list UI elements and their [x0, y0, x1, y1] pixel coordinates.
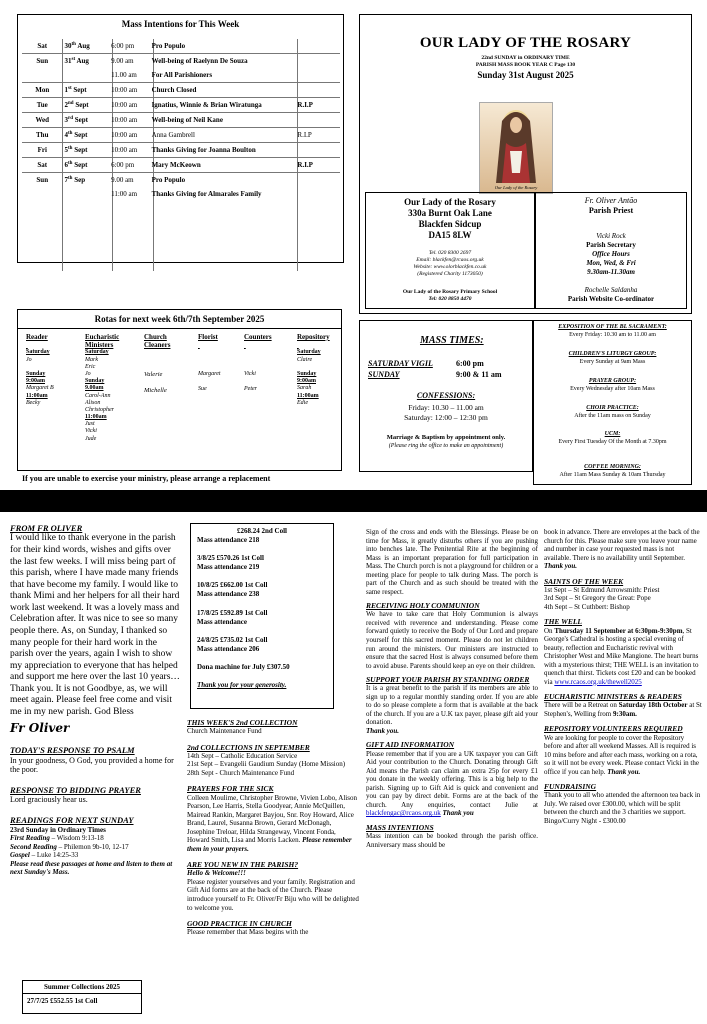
- mass-attendance: Mass attendance 238: [197, 590, 260, 599]
- eucharistic-ministers-heading: EUCHARISTIC MINISTERS & READERS: [544, 692, 682, 702]
- school-name: Our Lady of the Rosary Primary School: [402, 289, 498, 295]
- rota-header: Church: [144, 333, 167, 341]
- good-practice-heading: GOOD PRACTICE IN CHURCH: [187, 919, 292, 929]
- our-lady-image: [479, 102, 553, 194]
- mass-time: 6:00 pm: [111, 42, 135, 50]
- rota-entry: Jo: [26, 356, 32, 363]
- mass-date: 3rd Sept: [63, 113, 110, 128]
- exposition-heading: EXPOSITION OF THE BL SACRAMENT:: [558, 324, 667, 330]
- mass-time: 11.00 am: [111, 71, 137, 80]
- signature: Fr Oliver: [10, 720, 70, 735]
- parish-name: Our Lady of the Rosary: [404, 197, 496, 207]
- mass-intention-row: [22, 98, 340, 113]
- gospel-reading: Gospel – Luke 14:25-33: [10, 851, 79, 860]
- rota-entry: Jude: [85, 435, 97, 442]
- rotas-title: Rotas for next week 6th/7th September 2025: [94, 314, 265, 324]
- mass-day: Sat: [22, 158, 63, 173]
- september-collection-3: 28th Sept - Church Maintenance Fund: [187, 768, 295, 777]
- dona-machine: Dona machine for July £307.50: [197, 662, 290, 671]
- mass-book-page: PARISH MASS BOOK YEAR C Page 130: [475, 62, 576, 68]
- mass-attendance: Mass attendance 206: [197, 644, 260, 653]
- collection-line: 17/8/25 £592.89 1st Coll: [197, 608, 268, 617]
- mass-intentions-heading: MASS INTENTIONS: [366, 822, 434, 832]
- mass-intentions-text: Mass intention can be booked through the parish office. Anniversary mass should be: [366, 831, 538, 849]
- mass-intention-row: [22, 83, 340, 98]
- mass-time: 10:00 am: [109, 128, 150, 143]
- mass-intention-row: [22, 68, 340, 83]
- gift-aid-heading: GIFT AID INFORMATION: [366, 740, 455, 750]
- the-well-link[interactable]: www.rcaos.org.uk/thewell2025: [554, 677, 642, 686]
- mass-times-title: MASS TIMES:: [420, 335, 484, 346]
- mass-day: Wed: [22, 113, 63, 128]
- marriage-baptism: Marriage & Baptism by appointment only.: [386, 434, 506, 441]
- readings-note: Please read these passages at home and listen to them at next Sunday's Mass.: [10, 859, 173, 877]
- new-in-parish-text: Please register yourselves and your family. Registration and Gift Aid forms are at the back of the Church. Please introduce yourself to Fr. Oliver/Fr Biju who will be delighted to welcome you.: [187, 877, 359, 912]
- mass-intentions-table: [22, 39, 340, 202]
- rota-entry: Sue: [198, 385, 207, 392]
- rota-list: [198, 367, 240, 396]
- rota-list: [26, 349, 78, 407]
- mass-intention-row: [22, 173, 340, 188]
- rota-church-cleaners: [144, 334, 192, 399]
- secretary-role: Parish Secretary: [586, 241, 636, 249]
- september-collection-1: 14th Sept – Catholic Education Service: [187, 751, 298, 760]
- rota-entry: Margaret: [198, 371, 221, 378]
- mass-intention: Anna Gambrell: [150, 128, 296, 143]
- collection-line: £268.24 2nd Coll: [237, 527, 287, 535]
- mass-intention-row: [22, 187, 340, 201]
- standing-order-text: It is a great benefit to the parish if its members are able to sign up to a regular monthly standing order. If you are able to do so please complete a form that is available at the back of the church. If you are a U.K tax payer, please gift aid your donation.: [366, 684, 538, 727]
- saints-heading: SAINTS OF THE WEEK: [544, 576, 624, 586]
- rota-entry: Sunday: [26, 370, 46, 377]
- rota-header: Repository: [297, 333, 330, 341]
- saint-3: 4th Sept – St Cuthbert: Bishop: [544, 602, 630, 611]
- postcode: DA15 8LW: [428, 230, 472, 240]
- rota-header: Counters: [244, 333, 272, 341]
- mass-attendance: Mass attendance 218: [197, 536, 260, 545]
- website: Website: www.olorblackfen.co.uk: [413, 264, 487, 270]
- rota-entry: Vicki: [244, 371, 256, 378]
- rota-header: Florist: [198, 333, 218, 341]
- mass-intention: Pro Populo: [150, 173, 296, 188]
- good-practice-continued: Sign of the cross and ends with the Blessings. Please be on time for Mass, it greatly disturbs others if you are pushing into benches late. The Penitential Rite at the beginning of Mass is an important preparation for full participation in Mass. The Church porch is not a playground for children or a meeting place for people to talk during Mass. The porch is part of the Church and as such should be treated with the same respect.: [366, 528, 538, 596]
- mass-time: 11:00 am: [111, 190, 138, 199]
- readings-heading: READINGS FOR NEXT SUNDAY: [10, 815, 134, 826]
- vigil-time: 6:00 pm: [456, 359, 484, 368]
- mass-date: 4th Sept: [63, 128, 110, 143]
- mass-note: [295, 68, 340, 83]
- rota-entry: Claire: [297, 356, 313, 363]
- rota-counters: [244, 334, 292, 396]
- mass-note: [295, 187, 340, 201]
- sunday-label: SUNDAY: [368, 370, 400, 379]
- charity-number: (Registered Charity 1173050): [417, 271, 483, 277]
- mass-intention: Ignatius, Winnie & Brian Wiratunga: [150, 98, 296, 113]
- mass-time: 9.00 am: [109, 173, 150, 188]
- confessions-friday: Friday: 10.30 – 11.00 am: [408, 403, 484, 412]
- mass-day: Thu: [22, 128, 63, 143]
- rota-entry: Vicki: [85, 428, 97, 435]
- rota-entry: Peter: [244, 385, 257, 392]
- image-caption: Our Lady of the Rosary: [494, 185, 538, 190]
- september-collection-2: 21st Sept – Evangelii Gaudium Sunday (Home Mission): [187, 760, 346, 769]
- mass-note: [295, 173, 340, 188]
- mass-intention: Thanks Giving for Almarales Family: [151, 190, 262, 199]
- parish-contact-panel: [365, 192, 535, 309]
- generosity-thanks: Thank you for your generosity.: [197, 681, 287, 690]
- rota-entry: Becky: [26, 399, 41, 406]
- prayers-sick-heading: PRAYERS FOR THE SICK: [187, 784, 274, 794]
- mass-attendance: Mass attendance 219: [197, 563, 260, 572]
- summer-collections-box: [22, 980, 142, 1014]
- second-reading: Second Reading – Philemon 9b-10, 12-17: [10, 842, 129, 851]
- rota-header: Reader: [26, 333, 48, 341]
- mass-intention: For All Parishioners: [151, 71, 213, 80]
- new-in-parish-heading: ARE YOU NEW IN THE PARISH?: [187, 860, 299, 870]
- rota-entry: Saturday: [26, 349, 50, 356]
- rota-entry: Mark: [85, 356, 98, 363]
- collection-rows: [197, 554, 327, 654]
- mass-date: 6th Sept: [63, 158, 110, 173]
- collection-line: 10/8/25 £662.00 1st Coll: [197, 581, 268, 590]
- repository-volunteers-heading: REPOSITORY VOLUNTEERS REQUIRED: [544, 724, 683, 734]
- school-telephone: Tel: 020 8850 4470: [428, 296, 472, 302]
- sunday-time: 9:00 & 11 am: [456, 370, 502, 379]
- rotas-footer: If you are unable to exercise your ministry, please arrange a replacement: [22, 474, 271, 483]
- rota-entry: Carol-Ann: [85, 392, 111, 399]
- rota-florist: [198, 334, 240, 396]
- ring-office-note: (Please ring the office to make an appointment): [388, 443, 504, 449]
- email: Email: blackfen@rcaos.org.uk: [416, 257, 484, 263]
- mass-note: [295, 83, 340, 98]
- rota-entry: Jo: [85, 370, 91, 377]
- mass-time: 10:00 am: [109, 83, 150, 98]
- mass-intention: Church Closed: [150, 83, 296, 98]
- collections-box: [190, 523, 334, 709]
- rota-entry: Saturday: [297, 349, 321, 356]
- fundraising-heading: FUNDRAISING: [544, 782, 597, 792]
- rota-entry: Sarah: [297, 385, 312, 392]
- mass-time: 10:00 am: [109, 98, 150, 113]
- mass-day: Sun: [22, 173, 63, 188]
- rota-entry: 11:00am: [26, 392, 48, 399]
- the-well-text: On Thursday 11 September at 6:30pm-9:30pm, St George's Cathedral is hosting a special evening of beauty, reflection and Eucharistic revival with Christopher West and Mike Mangione. The heart burns with a mysterious thirst; THE WELL is an invitation to quench that thirst. Tickets cost £20 and can be booked via www.rcaos.org.uk/thewell2025: [544, 626, 699, 686]
- mass-intention: Thanks Giving for Joanna Boulton: [150, 143, 296, 158]
- column-3: [366, 528, 538, 849]
- rota-entry: 11:00am: [85, 414, 107, 421]
- web-coordinator-role: Parish Website Co-ordinator: [567, 295, 655, 303]
- september-collections-heading: 2nd COLLECTIONS IN SEPTEMBER: [187, 742, 310, 752]
- mass-date: 7th Sep: [63, 173, 110, 188]
- standing-order-thanks: Thank you.: [366, 726, 400, 735]
- the-well-heading: THE WELL: [544, 617, 582, 627]
- retreat-text: There will be a Retreat on Saturday 18th October at St Stephen's, Welling from 9:30am.: [544, 701, 702, 718]
- web-coordinator-name: Rochelle Saldanha: [584, 286, 638, 294]
- prayers-sick-text: Colleen Moulime, Christopher Browne, Vivien Lobo, Alison Pearson, Lee Harris, Stella Goodyear, Annie McQuillen, Mairead Rankin, Margaret Bayjou, Snr. Roy Howard, Alice Brand, Laurel, Susanna Brown, Gerard McDonagh, Josephine Treloar, Hilda Strangeway, Vincent Fonda, Howard Smith, Lisa and Morris Lacken. Please remember them in your prayers.: [187, 793, 357, 853]
- mass-date: 30th Aug: [64, 42, 90, 50]
- section-divider-band: [0, 490, 707, 512]
- mass-note: [295, 143, 340, 158]
- gift-aid-text: Please remember that if you are a UK taxpayer you can Gift Aid your contribution to the Church. Donating through Gift Aid means the Parish can claim an extra 25p for every £1 you donate in the weekly offering. This is a big help to the parish. Signing up to Gift Aid is quick and convenient and you can pay by direct debit. Forms are at the back of the church. Any enquiries, contact Julie at blackfengac@rcaos.org.uk Thank you: [366, 749, 538, 818]
- priest-role: Parish Priest: [588, 206, 634, 215]
- rota-header: Ministers: [85, 340, 114, 349]
- mass-date: [63, 187, 110, 201]
- rota-entry: [26, 364, 78, 371]
- rota-entry: 9:00am: [297, 378, 316, 385]
- secretary-name: Vicki Rock: [596, 232, 626, 240]
- rota-entry: Sunday: [85, 378, 105, 385]
- mass-date: 31st Aug: [63, 54, 110, 69]
- column-2: [187, 718, 359, 937]
- mass-time: 9.00 am: [109, 54, 150, 69]
- mass-intention: Well-being of Neil Kane: [150, 113, 296, 128]
- mass-note: [295, 113, 340, 128]
- summer-collections-row: 27/7/25 £552.55 1st Coll: [27, 997, 98, 1005]
- mass-date: [63, 68, 110, 83]
- collection-line: 24/8/25 £735.02 1st Coll: [197, 635, 268, 644]
- mass-note: [295, 39, 340, 54]
- psalm-heading: TODAY'S RESPONSE TO PSALM: [10, 745, 135, 756]
- rotas-panel: [17, 309, 342, 471]
- welcome: Hello & Welcome!!!: [187, 869, 246, 878]
- liturgical-sunday: 22nd SUNDAY in ORDINARY TIME: [481, 55, 570, 61]
- rota-entry: Just: [85, 421, 95, 428]
- childrens-liturgy-detail: Every Sunday at 9am Mass: [579, 359, 646, 365]
- mass-intention: Pro Populo: [151, 42, 186, 50]
- confessions-saturday: Saturday: 12:00 – 12:30 pm: [404, 413, 488, 422]
- mass-time: 10:00 am: [109, 143, 150, 158]
- rota-list: [244, 367, 292, 396]
- mass-intention-row: [22, 54, 340, 69]
- rota-entry: Valerie: [144, 371, 163, 379]
- address-line-2: Blackfen Sidcup: [418, 219, 482, 229]
- rota-entry: 11:00am: [297, 392, 319, 399]
- rota-eucharistic-ministers: [85, 334, 137, 443]
- rota-repository: [297, 334, 341, 407]
- first-reading: First Reading – Wisdom 9:13-18: [10, 834, 104, 843]
- mass-intention-row: [22, 158, 340, 173]
- childrens-liturgy-heading: CHILDREN'S LITURGY GROUP:: [568, 351, 657, 357]
- mass-day: Sat: [37, 42, 48, 50]
- rota-header: Cleaners: [144, 340, 171, 349]
- choir-heading: CHOIR PRACTICE:: [586, 405, 639, 411]
- mass-intention-row: [22, 143, 340, 158]
- summer-collections-title: Summer Collections 2025: [23, 981, 141, 994]
- confessions-title: CONFESSIONS:: [416, 391, 476, 400]
- mass-note: [295, 54, 340, 69]
- rota-list: [297, 349, 341, 407]
- parish-title: OUR LADY OF THE ROSARY: [419, 35, 632, 51]
- mass-intention-row: [22, 113, 340, 128]
- mass-date: 2nd Sept: [63, 98, 110, 113]
- rota-entry: Margaret B: [26, 385, 54, 392]
- rota-list: [85, 349, 137, 442]
- rota-entry: Eric: [85, 363, 96, 370]
- mass-time: 10:00 am: [109, 113, 150, 128]
- bingo-curry-night: Bingo/Curry Night - £300.00: [544, 816, 626, 825]
- office-days: Mon, Wed, & Fri: [586, 259, 636, 267]
- prayer-group-heading: PRAYER GROUP:: [588, 378, 637, 384]
- mass-intentions-thanks: Thank you.: [544, 562, 578, 571]
- mass-day: [22, 68, 63, 83]
- rota-entry: Edie: [297, 399, 308, 406]
- divider: [18, 328, 341, 329]
- rota-entry: Christopher: [85, 406, 115, 413]
- collection-line: 3/8/25 £570.26 1st Coll: [197, 554, 264, 563]
- weekly-events-panel: [533, 320, 692, 485]
- mass-intentions-title: Mass Intentions for This Week: [121, 19, 240, 29]
- ucm-detail: Every First Tuesday Of the Month at 7.30pm: [558, 439, 667, 445]
- office-hours-label: Office Hours: [592, 250, 630, 258]
- rota-entry: Sunday: [297, 370, 317, 377]
- saint-2: 3rd Sept – St Gregory the Great: Pope: [544, 594, 651, 603]
- bidding-response: Lord graciously hear us.: [10, 795, 88, 805]
- gift-aid-email-link[interactable]: blackfengac@rcaos.org.uk: [366, 809, 441, 818]
- rota-reader: [26, 334, 78, 407]
- mass-intentions-continued: book in advance. There are envelopes at the back of the church for this. Please make sure you leave your name and number in case your requested mass is not available. There is no availability until September.: [544, 528, 700, 562]
- holy-communion-heading: RECEIVING HOLY COMMUNION: [366, 601, 480, 611]
- rota-entry: [297, 364, 341, 371]
- mass-day: Tue: [22, 98, 63, 113]
- saint-1: 1st Sept – St Edmund Arrowsmith: Priest: [544, 585, 660, 594]
- holy-communion-text: We have to take care that Holy Communion is always received with reverence and understanding. Please come forward quietly to receive the Body of Our Lord and prepare yourself for this sacred moment. Please do not let children run around the ministers. Our ministers are instructed to ensure that the sacred Host is always consumed before them to avoid abuse. Parents should keep an eye on their children.: [366, 610, 538, 670]
- from-fr-oliver-text: I would like to thank everyone in the parish for their kind words, wishes and gifts over the last few weeks. I will miss being part of this parish, where I have made many friends that have become my family. I would like to thank Mimi and her helpers for all their hard work last weekend. It was a lovely mass and Celebration after. It was nice to see so many people there. As, on Sunday, I thanked so many people for their hard work in the parish over the years, again I wish to show my appreciation to everyone that has helped and support me here over the last 10 years… Thank you. It is not Goodbye, as, we will meet again. Please feel free come and visit me in my new parish. God Bless: [10, 533, 180, 718]
- mass-day: Sun: [22, 54, 63, 69]
- second-collection-heading: THIS WEEK'S 2nd COLLECTION: [187, 718, 298, 727]
- mass-note: R.I.P: [295, 128, 340, 143]
- clergy-panel: [535, 192, 687, 309]
- psalm-response: In your goodness, O God, you provided a home for the poor.: [10, 755, 174, 775]
- prayer-group-detail: Every Wednesday after 10am Mass: [570, 386, 655, 392]
- ucm-heading: UCM:: [604, 431, 621, 437]
- from-fr-oliver-heading: FROM FR OLIVER: [10, 523, 83, 533]
- mass-intention-row: [22, 128, 340, 143]
- coffee-morning-detail: After 11am Mass Sunday & 10am Thursday: [559, 472, 666, 478]
- rota-entry: Michelle: [144, 386, 167, 394]
- standing-order-heading: SUPPORT YOUR PARISH BY STANDING ORDER: [366, 675, 530, 685]
- mass-date: 1st Sept: [63, 83, 110, 98]
- mass-intention: Well-being of Raelynn De Souza: [150, 54, 296, 69]
- bidding-heading: RESPONSE TO BIDDING PRAYER: [10, 785, 141, 796]
- mass-intention: Mary McKeown: [150, 158, 296, 173]
- column-1: [10, 523, 180, 877]
- second-collection: Church Maintenance Fund: [187, 727, 262, 736]
- column-4: [544, 528, 702, 826]
- rota-entry: Alison: [85, 399, 101, 406]
- coffee-morning-heading: COFFEE MORNING:: [584, 464, 641, 470]
- mass-time: 6:00 pm: [109, 158, 150, 173]
- mass-intentions-panel: [17, 14, 344, 263]
- readings-sunday: 23rd Sunday in Ordinary Times: [10, 825, 106, 834]
- repository-volunteers-text: We are looking for people to cover the Repository before and after all weekend Masses. All is required is 10 mins before and after each mass, working on a rota, so it will not be every week. Please contact Vicki in the office if you can help. Thank you.: [544, 733, 699, 776]
- madonna-figure-icon: [480, 103, 552, 183]
- telephone: Tel. 020 8300 2697: [428, 250, 472, 256]
- fundraising-text: Thank you to all who attended the afternoon tea back in July. We raised over £300.00, which will be split between the church and the 3 charities we support.: [544, 791, 701, 817]
- rota-entry: 9.00am: [85, 385, 104, 392]
- vigil-label: SATURDAY VIGIL: [368, 359, 433, 368]
- office-time: 9.30am-11.30am: [587, 268, 635, 276]
- rota-list: [144, 367, 192, 398]
- mass-note: R.I.P: [295, 98, 340, 113]
- mass-day: Mon: [22, 83, 63, 98]
- rota-header: Eucharistic: [85, 333, 120, 341]
- bulletin-date: Sunday 31st August 2025: [477, 70, 574, 80]
- rota-entry: Saturday: [85, 349, 109, 356]
- address-line-1: 330a Burnt Oak Lane: [408, 208, 492, 218]
- choir-detail: After the 11am mass on Sunday: [574, 413, 651, 419]
- mass-attendance: Mass attendance: [197, 617, 247, 626]
- mass-times-panel: [359, 320, 533, 472]
- mass-note: R.I.P: [295, 158, 340, 173]
- rota-entry: 9:00am: [26, 378, 45, 385]
- exposition-detail: Every Friday: 10.30 am to 11.00 am: [569, 332, 656, 338]
- mass-day: Fri: [22, 143, 63, 158]
- mass-day: [22, 187, 63, 201]
- mass-date: 5th Sept: [63, 143, 110, 158]
- priest-name: Fr. Oliver Antão: [584, 196, 638, 205]
- good-practice-text: Please remember that Mass begins with the: [187, 928, 309, 937]
- mass-intention-row: [22, 39, 340, 54]
